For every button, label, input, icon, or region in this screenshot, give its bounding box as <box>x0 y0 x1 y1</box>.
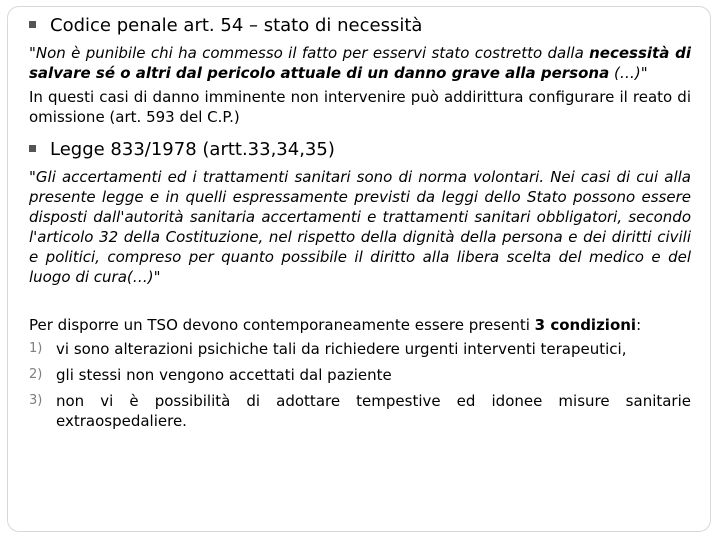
quote-art-54-close: (…)" <box>609 64 648 82</box>
tso-conditions-list <box>29 339 691 431</box>
square-bullet-icon <box>29 145 36 152</box>
list-item <box>29 365 691 385</box>
list-item-text: non vi è possibilità di adottare tempestive ed idonee misure sanitarie extraospedaliere. <box>56 392 691 430</box>
list-item-text: vi sono alterazioni psichiche tali da richiedere urgenti interventi terapeutici, <box>56 340 627 358</box>
list-item-number: 3) <box>29 393 43 408</box>
slide-frame <box>7 6 711 532</box>
list-item-number: 2) <box>29 367 43 382</box>
heading-codice-penale-text: Codice penale art. 54 – stato di necessità <box>50 15 423 36</box>
heading-legge-833-text: Legge 833/1978 (artt.33,34,35) <box>50 139 335 160</box>
quote-art-54 <box>29 43 691 83</box>
list-item-number: 1) <box>29 341 43 356</box>
heading-codice-penale <box>29 15 691 37</box>
tso-intro-end: : <box>636 316 642 334</box>
omission-note: In questi casi di danno imminente non intervenire può addirittura configurare il reato di omissione (art. 593 del C.P.) <box>29 88 691 126</box>
tso-intro <box>29 315 691 335</box>
tso-intro-text: Per disporre un TSO devono contemporaneamente essere presenti <box>29 316 535 334</box>
square-bullet-icon <box>29 21 36 28</box>
quote-art-54-open: "Non è punibile chi ha commesso il fatto per esservi stato costretto dalla <box>29 44 590 62</box>
list-item <box>29 391 691 431</box>
slide-content <box>29 15 691 437</box>
list-item <box>29 339 691 359</box>
heading-legge-833 <box>29 139 691 161</box>
list-item-text: gli stessi non vengono accettati dal paziente <box>56 366 392 384</box>
tso-intro-bold: 3 condizioni <box>534 316 637 334</box>
quote-art-54-bold: necessità di salvare sé o altri dal pericolo attuale di un danno grave alla persona <box>29 44 692 82</box>
quote-legge-833: "Gli accertamenti ed i trattamenti sanitari sono di norma volontari. Nei casi di cui alla presente legge e in quelli espressamente previsti da leggi dello Stato possono essere disposti dall'autorità sanitaria accertamenti e trattamenti sanitari obbligatori, secondo l'articolo 32 della Costituzione, nel rispetto della dignità della persona e dei diritti civili e politici, compreso per quanto possibile il diritto alla libera scelta del medico e del luogo di cura(…)" <box>29 168 691 286</box>
